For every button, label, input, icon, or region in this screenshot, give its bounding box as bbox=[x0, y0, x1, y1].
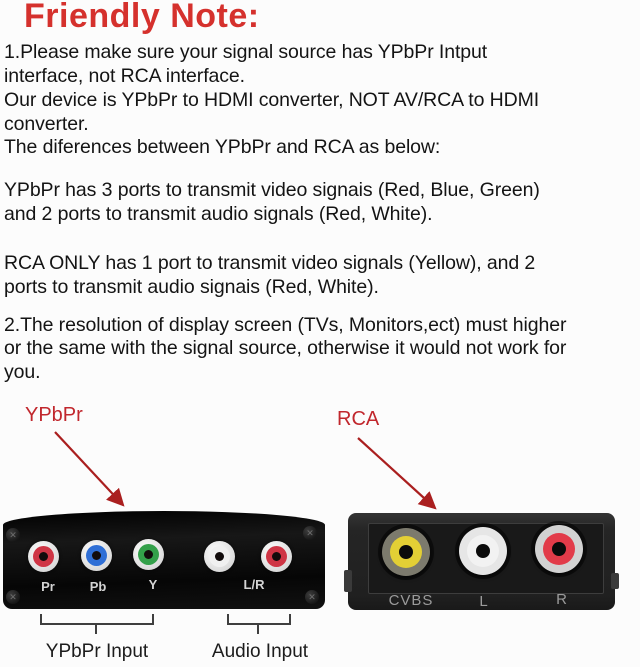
rca-arrow bbox=[358, 438, 435, 508]
audio-r-port-hole bbox=[552, 542, 566, 556]
cvbs-port-hole bbox=[399, 545, 413, 559]
audio-l-port bbox=[459, 527, 507, 575]
pb-port-label: Pb bbox=[89, 579, 107, 594]
audio-input-bracket bbox=[227, 614, 291, 625]
audio-r-port-ring bbox=[543, 533, 575, 565]
rca-device-left-tab bbox=[344, 570, 352, 592]
audio-r-port bbox=[535, 525, 583, 573]
audio-right-port bbox=[261, 541, 292, 572]
rca-port-panel bbox=[368, 523, 604, 594]
screw-cross-icon: ✕ bbox=[308, 591, 316, 602]
audio-r-port-label: R bbox=[556, 591, 568, 608]
audio-left-port-hole bbox=[215, 552, 224, 561]
ypbpr-arrow bbox=[55, 432, 123, 505]
ypbpr-device bbox=[3, 511, 325, 609]
cvbs-port-label: CVBS bbox=[388, 592, 434, 609]
pb-port-hole bbox=[92, 551, 101, 560]
y-port-hole bbox=[144, 550, 153, 559]
pb-port bbox=[81, 540, 112, 571]
pr-port-hole bbox=[39, 552, 48, 561]
rca-device-right-tab bbox=[611, 573, 619, 589]
note-line-4: converter. bbox=[4, 113, 89, 135]
screw-cross-icon: ✕ bbox=[9, 529, 17, 540]
ypbpr-input-bracket-tick bbox=[95, 623, 97, 634]
screw-cross-icon: ✕ bbox=[306, 527, 314, 538]
audio-input-bracket-tick bbox=[257, 623, 259, 634]
ypbpr-callout-label: YPbPr bbox=[25, 404, 83, 426]
audio-l-port-hole bbox=[476, 544, 490, 558]
audio-right-port-hole bbox=[272, 552, 281, 561]
note-line-6: YPbPr has 3 ports to transmit video signais (Red, Blue, Green) bbox=[4, 179, 540, 201]
audio-left-port bbox=[204, 541, 235, 572]
ypbpr-input-caption: YPbPr Input bbox=[45, 641, 149, 662]
note-line-9: ports to transmit audio signais (Red, White). bbox=[4, 276, 379, 298]
audio-input-caption: Audio Input bbox=[211, 641, 309, 662]
lr-port-label: L/R bbox=[243, 577, 265, 592]
note-line-2: interface, not RCA interface. bbox=[4, 65, 245, 87]
note-line-7: and 2 ports to transmit audio signals (Red, White). bbox=[4, 203, 433, 225]
cvbs-port-ring bbox=[390, 536, 422, 568]
audio-left-port-ring bbox=[209, 546, 230, 567]
screw-cross-icon: ✕ bbox=[9, 591, 17, 602]
y-port-label: Y bbox=[148, 577, 158, 592]
note-line-12: you. bbox=[4, 361, 41, 383]
audio-right-port-ring bbox=[266, 546, 287, 567]
pr-port-ring bbox=[33, 546, 54, 567]
screw-icon bbox=[305, 590, 319, 604]
cvbs-port bbox=[382, 528, 430, 576]
page-title: Friendly Note: bbox=[24, 0, 260, 35]
screw-icon bbox=[6, 590, 20, 604]
pr-port bbox=[28, 541, 59, 572]
ypbpr-input-bracket bbox=[40, 614, 154, 625]
note-line-8: RCA ONLY has 1 port to transmit video signals (Yellow), and 2 bbox=[4, 252, 536, 274]
rca-device bbox=[348, 513, 615, 610]
audio-l-port-label: L bbox=[479, 593, 489, 610]
audio-l-port-ring bbox=[467, 535, 499, 567]
note-line-1: 1.Please make sure your signal source has YPbPr Intput bbox=[4, 41, 488, 63]
screw-icon bbox=[303, 526, 317, 540]
screw-icon bbox=[6, 528, 20, 542]
pr-port-label: Pr bbox=[41, 579, 55, 594]
y-port-ring bbox=[138, 544, 159, 565]
rca-callout-label: RCA bbox=[337, 408, 380, 430]
note-line-5: The diferences between YPbPr and RCA as below: bbox=[4, 136, 441, 158]
note-line-3: Our device is YPbPr to HDMI converter, NOT AV/RCA to HDMI bbox=[4, 89, 540, 111]
pb-port-ring bbox=[86, 545, 107, 566]
note-line-10: 2.The resolution of display screen (TVs, Monitors,ect) must higher bbox=[4, 314, 567, 336]
note-line-11: or the same with the signal source, otherwise it would not work for bbox=[4, 337, 567, 359]
y-port bbox=[133, 539, 164, 570]
